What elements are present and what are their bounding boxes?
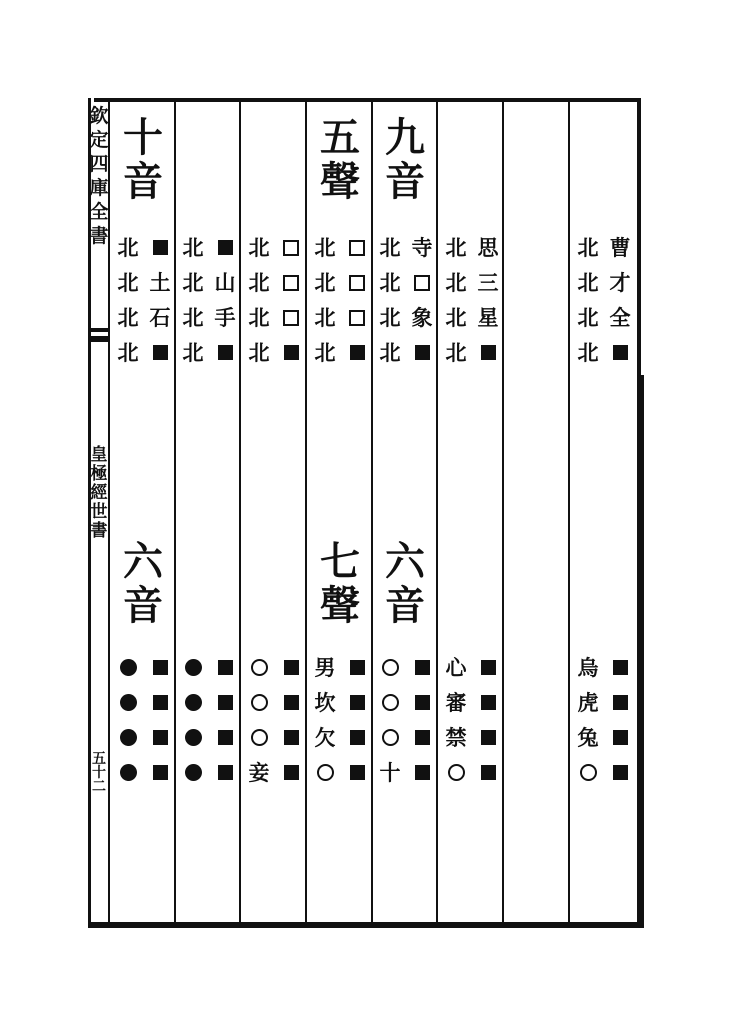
- filled-square-icon: [275, 650, 307, 685]
- filled-square-icon: [406, 685, 438, 720]
- margin-page-number: 五 十 二: [92, 751, 106, 795]
- filled-square-icon: [604, 755, 636, 790]
- column-6-upper-grid: 北 北 北 北 思 三 星: [440, 230, 504, 370]
- empty-circle-icon: [374, 685, 406, 720]
- empty-square-icon: [341, 265, 373, 300]
- empty-circle-icon: [440, 755, 472, 790]
- filled-square-icon: [604, 685, 636, 720]
- filled-square-icon: [406, 755, 438, 790]
- fishtail-mark: [90, 336, 108, 342]
- heading-shi-yin: 十 音: [123, 114, 163, 205]
- filled-square-icon: [341, 685, 373, 720]
- fishtail-mark: [88, 328, 110, 332]
- heading-qi-sheng: 七 聲: [320, 538, 360, 629]
- column-divider: [305, 100, 307, 924]
- column-5-upper-grid: 北 北 北 北 寺 象: [374, 230, 438, 370]
- filled-dot-icon: [112, 755, 144, 790]
- filled-square-icon: [406, 335, 438, 370]
- column-1-upper-grid: 北 北 北 北 土 石: [112, 230, 176, 370]
- empty-square-icon: [341, 230, 373, 265]
- column-5-lower-grid: 十: [374, 650, 438, 790]
- heading-liu-yin: 六 音: [123, 538, 163, 629]
- column-8-lower-grid: 烏 虎 兔: [572, 650, 636, 790]
- column-divider: [371, 100, 373, 924]
- filled-dot-icon: [112, 685, 144, 720]
- column-8-upper-grid: 北 北 北 北 曹 才 全: [572, 230, 636, 370]
- empty-circle-icon: [374, 650, 406, 685]
- column-divider: [568, 100, 570, 924]
- heading-liu-yin-2: 六 音: [385, 538, 425, 629]
- filled-dot-icon: [112, 650, 144, 685]
- filled-square-icon: [209, 335, 241, 370]
- column-4-lower-grid: 男 坎 欠: [309, 650, 373, 790]
- filled-dot-icon: [177, 720, 209, 755]
- filled-square-icon: [472, 335, 504, 370]
- filled-dot-icon: [112, 720, 144, 755]
- frame-right-shadow: [641, 375, 644, 928]
- column-divider: [436, 100, 438, 924]
- filled-square-icon: [209, 685, 241, 720]
- filled-square-icon: [472, 720, 504, 755]
- filled-square-icon: [406, 720, 438, 755]
- filled-square-icon: [144, 335, 176, 370]
- empty-circle-icon: [243, 685, 275, 720]
- filled-square-icon: [472, 685, 504, 720]
- margin-book-title: 皇 極 經 世 書: [90, 445, 108, 541]
- column-divider: [239, 100, 241, 924]
- column-6-lower-grid: 心 審 禁: [440, 650, 504, 790]
- filled-square-icon: [144, 755, 176, 790]
- heading-jiu-yin: 九 音: [385, 114, 425, 205]
- empty-square-icon: [275, 230, 307, 265]
- filled-square-icon: [472, 755, 504, 790]
- filled-square-icon: [209, 650, 241, 685]
- empty-circle-icon: [374, 720, 406, 755]
- filled-square-icon: [341, 755, 373, 790]
- column-1-lower-grid: [112, 650, 176, 790]
- filled-dot-icon: [177, 755, 209, 790]
- filled-square-icon: [604, 650, 636, 685]
- column-divider: [174, 100, 176, 924]
- filled-square-icon: [275, 720, 307, 755]
- empty-square-icon: [406, 265, 438, 300]
- margin-collection-title: 欽 定 四 庫 全 書: [89, 105, 109, 247]
- heading-wu-sheng: 五 聲: [320, 114, 360, 205]
- filled-square-icon: [275, 335, 307, 370]
- filled-square-icon: [472, 650, 504, 685]
- empty-circle-icon: [243, 720, 275, 755]
- filled-dot-icon: [177, 650, 209, 685]
- column-4-upper-grid: 北 北 北 北: [309, 230, 373, 370]
- empty-square-icon: [275, 300, 307, 335]
- filled-square-icon: [275, 685, 307, 720]
- filled-square-icon: [604, 720, 636, 755]
- empty-circle-icon: [572, 755, 604, 790]
- filled-square-icon: [144, 720, 176, 755]
- filled-square-icon: [144, 650, 176, 685]
- column-3-upper-grid: 北 北 北 北: [243, 230, 307, 370]
- filled-square-icon: [406, 650, 438, 685]
- filled-square-icon: [341, 720, 373, 755]
- column-2-lower-grid: [177, 650, 241, 790]
- empty-circle-icon: [309, 755, 341, 790]
- filled-square-icon: [209, 230, 241, 265]
- filled-square-icon: [144, 230, 176, 265]
- filled-square-icon: [209, 720, 241, 755]
- empty-square-icon: [341, 300, 373, 335]
- filled-square-icon: [341, 650, 373, 685]
- column-divider: [502, 100, 504, 924]
- column-3-lower-grid: 妾: [243, 650, 307, 790]
- empty-square-icon: [275, 265, 307, 300]
- filled-dot-icon: [177, 685, 209, 720]
- filled-square-icon: [604, 335, 636, 370]
- filled-square-icon: [209, 755, 241, 790]
- filled-square-icon: [144, 685, 176, 720]
- filled-square-icon: [275, 755, 307, 790]
- empty-circle-icon: [243, 650, 275, 685]
- frame-bottom-rule: [88, 922, 644, 928]
- column-2-upper-grid: 北 北 北 北 山 手: [177, 230, 241, 370]
- filled-square-icon: [341, 335, 373, 370]
